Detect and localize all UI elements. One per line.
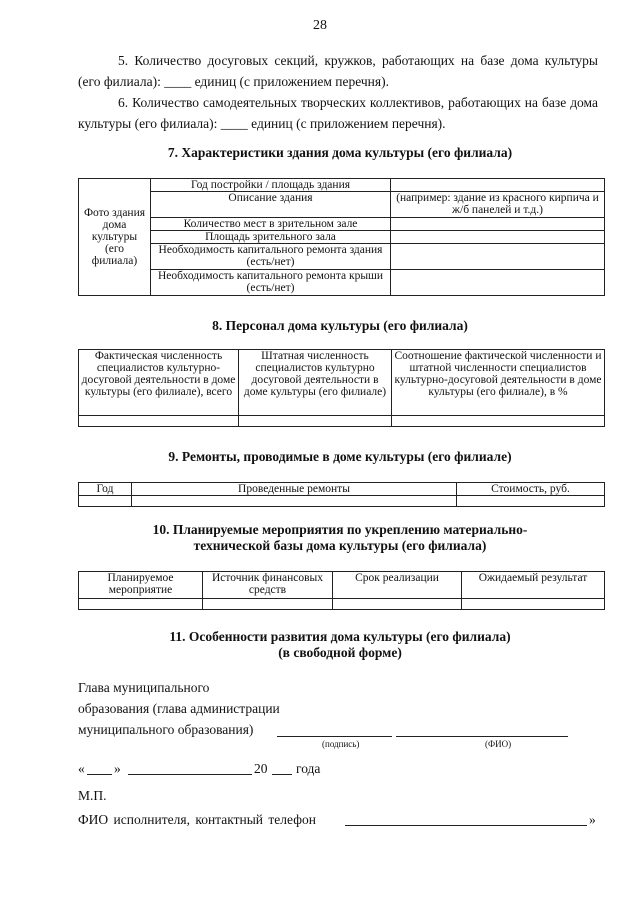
signature-title-line-1: Глава муниципального xyxy=(78,680,210,695)
section-9-title: 9. Ремонты, проводимые в доме культуры (его филиале) xyxy=(168,449,512,464)
executor-line xyxy=(345,825,587,826)
executor-close-quote: » xyxy=(589,812,596,827)
table-cell: Необходимость капитального ремонта крыши (есть/нет) xyxy=(151,270,391,296)
item-6-text: 6. Количество самодеятельных творческих коллективов, работающих на базе дома культуры (его филиала): ____ единиц (с приложением перечня). xyxy=(78,95,598,131)
signature-title-line-3: муниципального образования) xyxy=(78,722,254,737)
section-8-title: 8. Персонал дома культуры (его филиала) xyxy=(212,318,468,333)
section-7-title: 7. Характеристики здания дома культуры (его филиала) xyxy=(167,145,513,160)
page-number: 28 xyxy=(313,18,327,33)
table-cell xyxy=(132,496,457,507)
table-cell xyxy=(391,179,605,192)
table-cell: (например: здание из красного кирпича и ж/б панелей и т.д.) xyxy=(391,192,605,218)
table-row xyxy=(79,416,605,427)
fio-caption: (ФИО) xyxy=(485,739,512,749)
photo-cell: Фото здания дома культуры (его филиала) xyxy=(79,179,151,296)
table-cell: Год xyxy=(79,483,132,496)
table-row xyxy=(79,244,605,270)
personnel-table xyxy=(78,349,605,427)
table-row xyxy=(79,218,605,231)
executor-label: ФИО исполнителя, контактный телефон xyxy=(78,812,316,827)
section-11-title-line-2: (в свободной форме) xyxy=(278,645,402,660)
table-cell: Год постройки / площадь здания xyxy=(151,179,391,192)
fio-line xyxy=(396,736,568,737)
table-cell: Источник финансовых средств xyxy=(203,572,333,599)
table-cell: Срок реализации xyxy=(333,572,462,599)
section-10-title-line-1: 10. Планируемые мероприятия по укреплению материально- xyxy=(152,522,528,537)
table-cell: Количество мест в зрительном зале xyxy=(151,218,391,231)
table-cell xyxy=(391,218,605,231)
table-cell xyxy=(203,599,333,610)
table-row xyxy=(79,572,605,599)
stamp-label: М.П. xyxy=(78,788,107,803)
date-month-line xyxy=(128,774,252,775)
item-5-text: 5. Количество досуговых секций, кружков, работающих на базе дома культуры (его филиала): ____ единиц (с приложением перечня). xyxy=(78,53,598,89)
table-cell xyxy=(391,244,605,270)
table-cell xyxy=(239,416,392,427)
table-cell: Площадь зрительного зала xyxy=(151,231,391,244)
table-cell xyxy=(333,599,462,610)
table-row xyxy=(79,179,605,192)
table-cell xyxy=(392,416,605,427)
table-row xyxy=(79,350,605,416)
planned-measures-table xyxy=(78,571,605,610)
table-cell: Проведенные ремонты xyxy=(132,483,457,496)
table-row xyxy=(79,270,605,296)
section-10-title-line-2: технической базы дома культуры (его филиала) xyxy=(193,538,487,553)
date-year-suffix: года xyxy=(296,761,321,776)
table-cell: Соотношение фактической численности и штатной численности специалистов культурно-досуговой деятельности в доме культуры (его филиале), в % xyxy=(392,350,605,416)
table-cell: Фактическая численность специалистов культурно-досуговой деятельности в доме культуры (его филиале), всего xyxy=(79,350,239,416)
building-characteristics-table xyxy=(78,178,605,296)
table-cell: Стоимость, руб. xyxy=(457,483,605,496)
table-row xyxy=(79,599,605,610)
date-close-quote: » xyxy=(114,761,121,776)
table-cell xyxy=(462,599,605,610)
signature-line xyxy=(277,736,392,737)
date-year-prefix: 20 xyxy=(254,761,268,776)
table-cell: Планируемое мероприятие xyxy=(79,572,203,599)
date-year-line xyxy=(272,774,292,775)
table-cell: Ожидаемый результат xyxy=(462,572,605,599)
date-open-quote: « xyxy=(78,761,85,776)
table-cell: Необходимость капитального ремонта здания (есть/нет) xyxy=(151,244,391,270)
table-cell xyxy=(391,270,605,296)
table-row xyxy=(79,496,605,507)
table-row xyxy=(79,231,605,244)
table-cell xyxy=(79,599,203,610)
repairs-table xyxy=(78,482,605,507)
signature-caption: (подпись) xyxy=(322,739,360,749)
table-row xyxy=(79,483,605,496)
table-cell xyxy=(79,416,239,427)
date-day-line xyxy=(87,774,112,775)
table-cell xyxy=(79,496,132,507)
table-row xyxy=(79,192,605,218)
section-11-title-line-1: 11. Особенности развития дома культуры (его филиала) xyxy=(169,629,511,644)
table-cell xyxy=(391,231,605,244)
table-cell: Штатная численность специалистов культурно досуговой деятельности в доме культуры (его филиале) xyxy=(239,350,392,416)
table-cell: Описание здания xyxy=(151,192,391,218)
table-cell xyxy=(457,496,605,507)
signature-title-line-2: образования (глава администрации xyxy=(78,701,280,716)
